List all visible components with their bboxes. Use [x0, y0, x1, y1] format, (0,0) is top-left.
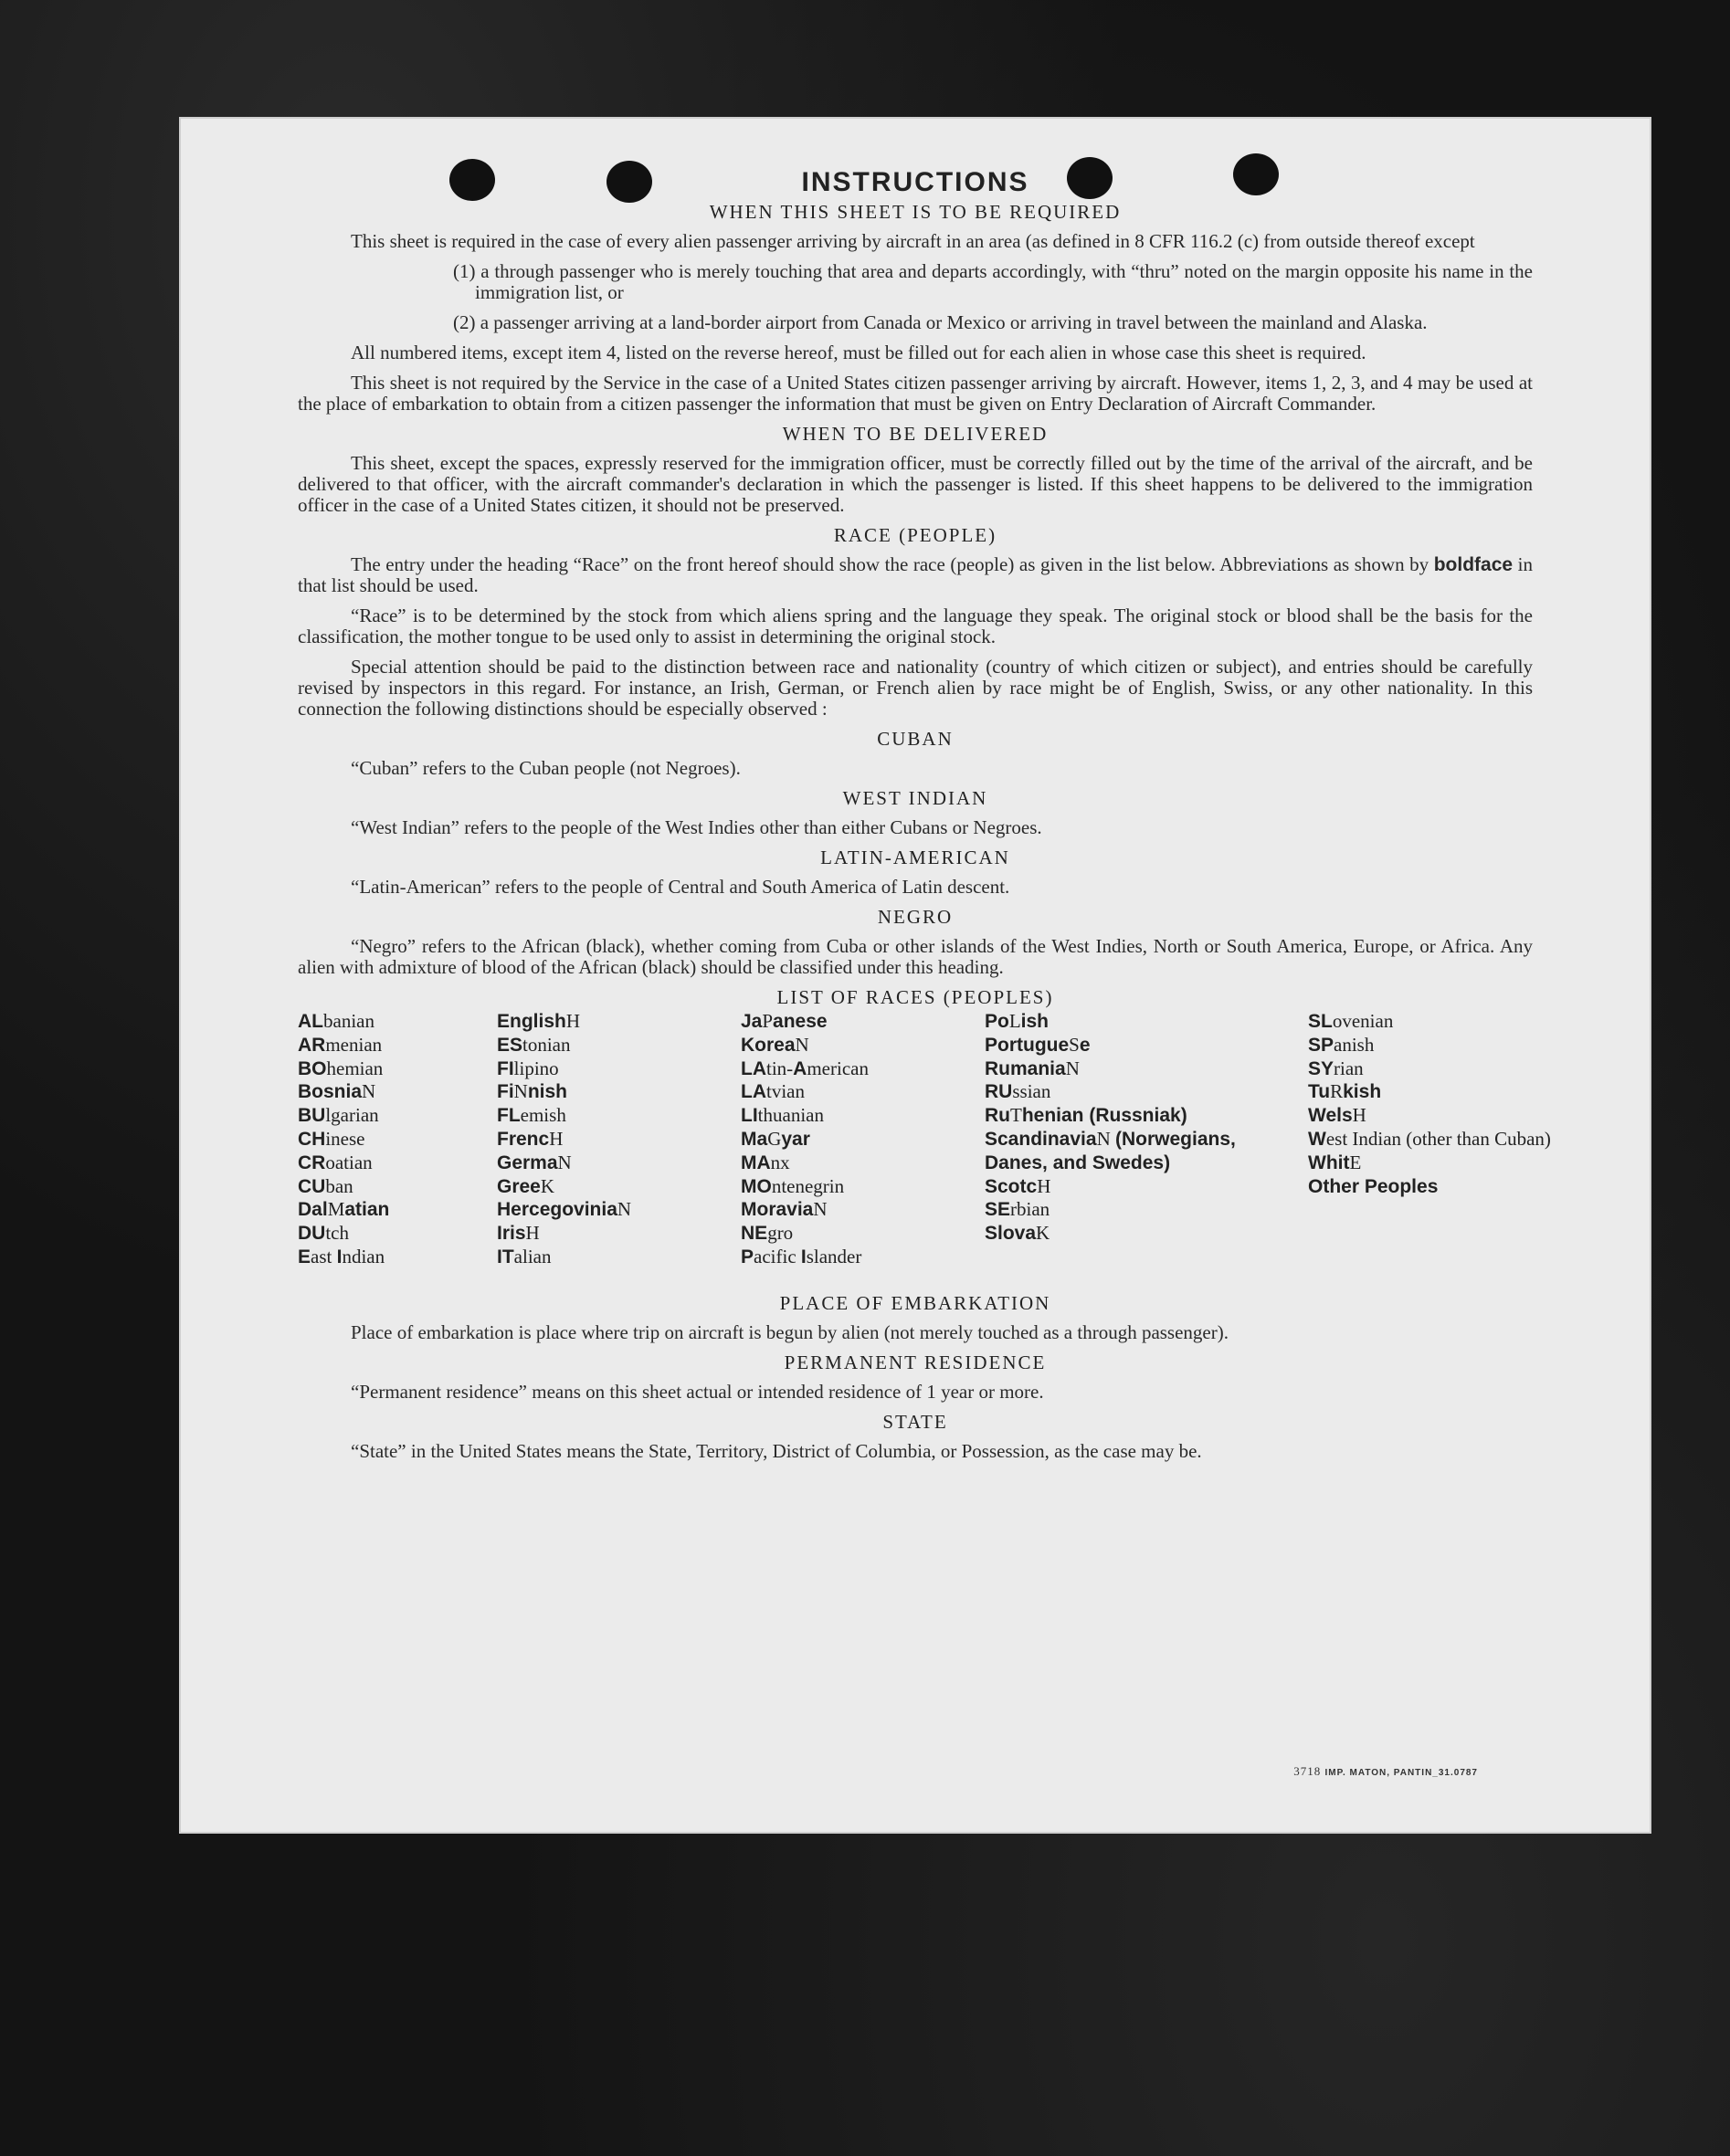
race-entry: [985, 1104, 1240, 1128]
race-entry: [298, 1222, 389, 1246]
residence-text: “Permanent residence” means on this sheet actual or intended residence of 1 year or more.: [351, 1381, 1044, 1403]
race-entry: [298, 1198, 389, 1222]
race-p1: [298, 554, 1533, 596]
document-content: [298, 167, 1551, 1467]
race-abbrev: CH: [298, 1128, 326, 1150]
cuban-text: “Cuban” refers to the Cuban people (not Negroes).: [351, 757, 741, 779]
race-abbrev: SY: [1308, 1057, 1334, 1079]
race-rest: H: [525, 1222, 540, 1245]
race-entry: [497, 1152, 631, 1175]
race-abbrev: Whit: [1308, 1152, 1350, 1173]
race-entry: [985, 1198, 1240, 1222]
race-abbrev: Slova: [985, 1223, 1037, 1245]
race-rest: ntenegrin: [771, 1174, 845, 1197]
race-abbrev: SL: [1308, 1011, 1333, 1032]
race-rest: K: [540, 1174, 555, 1197]
race-entry: [298, 1034, 389, 1057]
race-p3: Special attention should be paid to the distinction between race and nationality (country of which citizen or subject), and entries should be carefully revised by inspectors in this regard. For instance, an Irish, German, or French alien by race might be of English, Swiss, or any other nationality. In this connection the following distinctions should be especially observed :: [298, 656, 1533, 720]
race-entry: [497, 1246, 631, 1269]
heading-when-delivered: WHEN TO BE DELIVERED: [782, 423, 1049, 445]
west-indian-text: “West Indian” refers to the people of the West Indies other than either Cubans or Negroes.: [351, 816, 1042, 838]
race-rest: ndian: [342, 1245, 385, 1267]
race-abbrev: kish: [1343, 1081, 1382, 1103]
race-abbrev: Portugue: [985, 1034, 1070, 1056]
race-entry: [741, 1175, 869, 1199]
heading-list-of-races: LIST OF RACES (PEOPLES): [776, 986, 1054, 1008]
race-entry: [1308, 1034, 1564, 1057]
race-abbrev: Ja: [741, 1011, 763, 1032]
race-rest: ssian: [1012, 1080, 1051, 1103]
race-abbrev: Po: [985, 1011, 1009, 1032]
heading-cuban: CUBAN: [877, 728, 954, 750]
race-rest: L: [1008, 1010, 1021, 1032]
race-entry: [298, 1152, 389, 1175]
exception-item-1: (1) a through passenger who is merely touching that area and departs accordingly, with “thru” noted on the margin opposite his name in the immigration list, or: [453, 260, 1533, 303]
race-abbrev: CR: [298, 1152, 326, 1173]
race-rest: menian: [325, 1033, 383, 1056]
race-rest: ovenian: [1332, 1010, 1394, 1032]
race-rest: lipino: [513, 1057, 559, 1079]
race-abbrev: English: [497, 1011, 566, 1032]
race-rest: N: [1065, 1057, 1080, 1079]
race-rest: H: [1037, 1174, 1051, 1197]
race-abbrev: nish: [527, 1081, 568, 1103]
race-abbrev: e: [1079, 1034, 1091, 1056]
printer-name: IMP. MATON, PANTIN_31.0787: [1324, 1768, 1478, 1778]
race-abbrev: BO: [298, 1057, 327, 1079]
race-abbrev: Ma: [741, 1128, 768, 1150]
race-rest: ast: [311, 1245, 337, 1267]
race-abbrev: (Norwegians, Danes, and Swedes): [985, 1128, 1236, 1173]
race-abbrev: Fi: [497, 1081, 514, 1103]
heading-embarkation: PLACE OF EMBARKATION: [779, 1292, 1051, 1314]
race-abbrev: ES: [497, 1034, 523, 1056]
race-abbrev: DU: [298, 1223, 326, 1245]
race-rest: acific: [754, 1245, 801, 1267]
races-column-4: [985, 1010, 1240, 1246]
race-entry: [741, 1010, 869, 1034]
race-entry: [298, 1128, 389, 1152]
race-abbrev: A: [793, 1057, 807, 1079]
embarkation-text: Place of embarkation is place where trip on aircraft is begun by alien (not merely touched as a through passenger).: [351, 1321, 1229, 1343]
race-entry: [1308, 1175, 1564, 1199]
race-entry: [985, 1010, 1240, 1034]
race-rest: K: [1036, 1222, 1050, 1245]
race-rest: P: [762, 1010, 774, 1032]
race-rest: thuanian: [757, 1104, 824, 1127]
race-abbrev: SE: [985, 1199, 1011, 1221]
race-abbrev: yar: [781, 1128, 810, 1150]
race-entry: [497, 1175, 631, 1199]
race-rest: emish: [520, 1104, 566, 1127]
race-rest: N: [795, 1033, 809, 1056]
race-abbrev: IT: [497, 1246, 514, 1267]
race-abbrev: SP: [1308, 1034, 1334, 1056]
race-entry: [741, 1104, 869, 1128]
race-rest: ban: [325, 1174, 353, 1197]
race-abbrev: AR: [298, 1034, 326, 1056]
races-column-1: [298, 1010, 389, 1269]
heading-race: RACE (PEOPLE): [833, 524, 997, 546]
race-rest: rbian: [1010, 1198, 1050, 1221]
race-p1-boldface: boldface: [1433, 554, 1514, 575]
heading-state: STATE: [882, 1411, 948, 1433]
race-entry: [1308, 1104, 1564, 1128]
race-rest: H: [1352, 1104, 1366, 1127]
negro-text: “Negro” refers to the African (black), whether coming from Cuba or other islands of the West Indies, North or South America, Europe, or Africa. Any alien with admixture of blood of the African (black) should be classified under this heading.: [298, 935, 1533, 978]
race-entry: [298, 1057, 389, 1081]
latin-american-text: “Latin-American” refers to the people of Central and South America of Latin descent.: [351, 876, 1010, 898]
race-abbrev: W: [1308, 1128, 1326, 1150]
race-rest: oatian: [325, 1151, 373, 1173]
race-entry: [741, 1198, 869, 1222]
when-required-p1: This sheet is required in the case of every alien passenger arriving by aircraft in an area (as defined in 8 CFR 116.2 (c) from outside thereof except: [351, 230, 1475, 252]
race-abbrev: NE: [741, 1223, 768, 1245]
race-entry: [497, 1104, 631, 1128]
race-entry: [985, 1175, 1240, 1199]
race-abbrev: CU: [298, 1175, 326, 1197]
race-rest: tonian: [522, 1033, 571, 1056]
race-entry: [985, 1222, 1240, 1246]
race-entry: [497, 1010, 631, 1034]
race-entry: [741, 1246, 869, 1269]
heading-negro: NEGRO: [877, 906, 954, 928]
heading-latin-american: LATIN-AMERICAN: [820, 847, 1010, 868]
race-entry: [741, 1152, 869, 1175]
race-abbrev: FI: [497, 1057, 514, 1079]
state-text: “State” in the United States means the State, Territory, District of Columbia, or Possession, as the case may be.: [351, 1440, 1202, 1462]
race-entry: [985, 1128, 1240, 1175]
when-required-p2: All numbered items, except item 4, listed on the reverse hereof, must be filled out for each alien in whose case this sheet is required.: [351, 342, 1366, 363]
race-abbrev: BU: [298, 1105, 326, 1127]
race-entry: [1308, 1080, 1564, 1104]
race-rest: M: [327, 1198, 345, 1221]
race-rest: inese: [325, 1127, 365, 1150]
race-abbrev: Bosnia: [298, 1081, 363, 1103]
race-rest: H: [565, 1010, 581, 1032]
race-rest: N: [813, 1198, 828, 1221]
race-abbrev: FL: [497, 1105, 521, 1127]
race-abbrev: LA: [741, 1057, 766, 1079]
race-rest: gro: [767, 1222, 794, 1245]
race-abbrev: Ru: [985, 1105, 1010, 1127]
race-entry: [985, 1080, 1240, 1104]
race-abbrev: anese: [773, 1011, 828, 1032]
race-entry: [985, 1057, 1240, 1081]
race-entry: [985, 1034, 1240, 1057]
race-rest: N: [513, 1080, 528, 1103]
race-p2: “Race” is to be determined by the stock from which aliens spring and the language they speak. The original stock or blood shall be the basis for the classification, the mother tongue to be used only to assist in determining the original stock.: [298, 605, 1533, 647]
race-abbrev: Scandinavia: [985, 1128, 1097, 1150]
race-entry: [497, 1080, 631, 1104]
race-entry: [741, 1057, 869, 1081]
race-abbrev: LA: [741, 1081, 766, 1103]
race-abbrev: Moravia: [741, 1199, 814, 1221]
race-entry: [741, 1034, 869, 1057]
races-column-3: [741, 1010, 869, 1269]
race-rest: T: [1010, 1104, 1022, 1127]
race-abbrev: Hercegovinia: [497, 1199, 617, 1221]
race-entry: [298, 1246, 389, 1269]
race-abbrev: Scotc: [985, 1175, 1038, 1197]
form-number: 3718: [1293, 1764, 1322, 1778]
race-abbrev: MA: [741, 1152, 771, 1173]
race-abbrev: Korea: [741, 1034, 796, 1056]
printer-footer: [1293, 1764, 1478, 1779]
race-abbrev: atian: [344, 1199, 390, 1221]
heading-west-indian: WEST INDIAN: [842, 787, 988, 809]
race-rest: banian: [323, 1010, 374, 1032]
race-rest: hemian: [326, 1057, 384, 1079]
race-abbrev: I: [336, 1246, 343, 1267]
race-entry: [1308, 1057, 1564, 1081]
race-rest: N: [362, 1080, 376, 1103]
races-column-5: [1308, 1010, 1564, 1198]
race-rest: N: [557, 1151, 572, 1173]
race-abbrev: RU: [985, 1081, 1013, 1103]
race-abbrev: Wels: [1308, 1105, 1353, 1127]
race-abbrev: Other Peoples: [1308, 1175, 1439, 1197]
race-rest: alian: [513, 1245, 552, 1267]
race-rest: N: [1096, 1127, 1111, 1150]
race-rest: R: [1330, 1080, 1344, 1103]
race-rest: tvian: [766, 1080, 805, 1103]
race-abbrev: I: [800, 1246, 807, 1267]
race-rest: tch: [325, 1222, 349, 1245]
race-rest: E: [1349, 1151, 1362, 1173]
race-entry: [1308, 1152, 1564, 1175]
race-rest: S: [1069, 1033, 1080, 1056]
race-entry: [1308, 1128, 1564, 1152]
race-rest: H: [549, 1127, 564, 1150]
race-rest: tin-: [766, 1057, 794, 1079]
race-entry: [741, 1128, 869, 1152]
when-required-p3: This sheet is not required by the Service in the case of a United States citizen passenger arriving by aircraft. However, items 1, 2, 3, and 4 may be used at the place of embarkation to obtain from a citizen passenger the information that must be given on Entry Declaration of Aircraft Commander.: [298, 372, 1533, 415]
race-rest: merican: [807, 1057, 869, 1079]
page-title: INSTRUCTIONS: [801, 167, 1029, 197]
race-entry: [298, 1175, 389, 1199]
race-entry: [497, 1128, 631, 1152]
race-rest: slander: [806, 1245, 862, 1267]
race-rest: lgarian: [325, 1104, 379, 1127]
heading-residence: PERMANENT RESIDENCE: [784, 1351, 1047, 1373]
when-delivered-p1: This sheet, except the spaces, expressly reserved for the immigration officer, must be correctly filled out by the time of the arrival of the aircraft, and be delivered to that officer, with the aircraft commander's declaration in which the passenger is listed. If this sheet happens to be delivered to the immigration officer in the case of a United States citizen, it should not be preserved.: [298, 452, 1533, 516]
race-abbrev: Germa: [497, 1152, 558, 1173]
race-rest: G: [767, 1127, 782, 1150]
race-abbrev: henian (Russniak): [1021, 1105, 1187, 1127]
race-rest: anish: [1334, 1033, 1375, 1056]
races-column-2: [497, 1010, 631, 1269]
race-entry: [497, 1057, 631, 1081]
race-abbrev: Iris: [497, 1223, 526, 1245]
race-abbrev: Frenc: [497, 1128, 550, 1150]
race-abbrev: MO: [741, 1175, 772, 1197]
race-rest: N: [617, 1198, 632, 1221]
race-abbrev: Rumania: [985, 1057, 1066, 1079]
race-abbrev: AL: [298, 1011, 323, 1032]
race-rest: nx: [770, 1151, 790, 1173]
race-rest: est Indian (other than Cuban): [1325, 1127, 1551, 1150]
race-entry: [497, 1222, 631, 1246]
race-abbrev: Gree: [497, 1175, 541, 1197]
race-entry: [497, 1034, 631, 1057]
race-entry: [741, 1080, 869, 1104]
race-abbrev: ish: [1020, 1011, 1050, 1032]
exception-item-2: (2) a passenger arriving at a land-border airport from Canada or Mexico or arriving in travel between the mainland and Alaska.: [453, 311, 1428, 333]
race-abbrev: Dal: [298, 1199, 328, 1221]
race-p1-text-a: The entry under the heading “Race” on the front hereof should show the race (people) as given in the list below. Abbreviations as shown by: [351, 553, 1434, 575]
race-entry: [1308, 1010, 1564, 1034]
race-entry: [298, 1010, 389, 1034]
race-abbrev: E: [298, 1246, 311, 1267]
document-sheet: [179, 117, 1651, 1834]
race-rest: rian: [1334, 1057, 1364, 1079]
race-entry: [497, 1198, 631, 1222]
race-abbrev: LI: [741, 1105, 758, 1127]
race-p1-text-b: in that list should be used.: [298, 553, 1533, 596]
list-of-races: [298, 1010, 1551, 1284]
race-abbrev: P: [741, 1246, 754, 1267]
race-entry: [298, 1080, 389, 1104]
race-abbrev: Tu: [1308, 1081, 1331, 1103]
race-entry: [298, 1104, 389, 1128]
race-entry: [741, 1222, 869, 1246]
heading-when-required: WHEN THIS SHEET IS TO BE REQUIRED: [709, 201, 1122, 223]
